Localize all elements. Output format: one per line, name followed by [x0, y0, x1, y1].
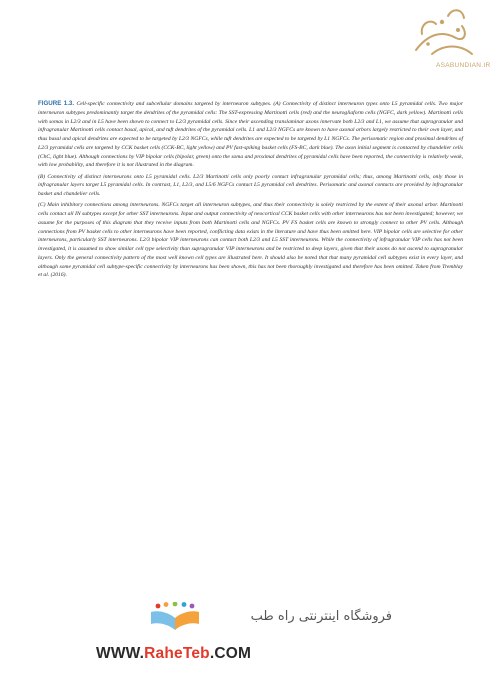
figure-label: FIGURE 1.3.: [38, 100, 75, 107]
url-suffix: .COM: [209, 645, 252, 662]
calligraphy-logo-icon: [402, 4, 494, 68]
watermark-logo: [402, 4, 494, 96]
store-name: فروشگاه اینترنتی راه طب: [250, 609, 392, 624]
caption-paragraph-b: (B) Connectivity of distinct interneurons onto L5 pyramidal cells. L2/3 Martinotti cells only poorly contact infragranular pyramidal cells; thus, among Martinotti cells, only those in infragranular layers target L5 pyramidal cells. In contrast, L1, L2/3, and L5/6 NGFCs contact L5 pyramidal cell dendrites. Perisomatic and axonal contacts are provided by infragranular basket and chandelier cells.: [38, 173, 463, 198]
open-book-icon: [148, 602, 202, 632]
caption-paragraph-c: (C) Main inhibitory connections among interneurons. NGFCs target all interneuron subtypes, and thus their connectivity is solely restricted by the extent of their axonal arbor. Martinotti cells contact all IN subtypes except for other SST interneurons. Input and output connectivity of neocortical CCK basket cells with other interneurons has not been investigated; however, we assume for the purposes of this diagram that they receive inputs from both Martinotti cells and NGFCs. PV FS basket cells are known to strongly connect to other PV cells. Although connections from PV basket cells to other interneurons have been reported, conflicting data exists in the literature and have thus been omitted here. VIP bipolar cells are selective for other interneurons, particularly SST interneurons. L2/3 bipolar VIP interneurons can contact both L2/3 and L5 SST interneurons. While the connectivity of infragranular VIP cells has not been investigated, it is assumed to show similar cell type selectivity than supragranular VIP interneurons and be restricted to deep layers, given that their axons do not ascend to supragranular layers. Only the general connectivity pattern of the most well known cell types are illustrated here. It should also be noted that that many pyramidal cell subtypes exist in every layer, and although some pyramidal cell subtype-specific connectivity by interneurons has been shown, this has not been thoroughly investigated and therefore has been omitted. Taken from Tremblay et al. (2016).: [38, 202, 463, 279]
caption-paragraph-a: [38, 100, 463, 170]
url-brand: RaheTeb: [144, 645, 210, 662]
website-url[interactable]: [96, 645, 251, 663]
watermark-text: ASABUNDIAN.IR: [436, 62, 491, 69]
store-logo: [96, 600, 416, 670]
figure-caption: [38, 100, 463, 283]
caption-text-a: Cell-specific connectivity and subcellular domains targeted by interneuron subtypes. (A) Connectivity of distinct interneuron types onto L5 pyramidal cells. Two major interneuron subtypes predominantly target the dendrites of the pyramidal cells: The SST-expressing Martinotti cells (red) and the neurogliaform cells (NGFC, dark yellow). Martinotti cells with somas in L2/3 and in L5 have been shown to connect to L2/3 pyramidal cells. Since their ascending translaminar axons innervate both L2/3 and L1, we assume that supragranular and infragranular Martinotti cells contact basal, apical, and tuft dendrites of the pyramidal cells. L1 and L2/3 NGFCs are known to have axonal arbors largely restricted to their own layer, and thus basal and apical dendrites are expected to be targeted by L2/3 NGFCs, while tuft dendrites are expected to be targeted by L1 NGFCs. The perisomatic region and proximal dendrites of L2/3 pyramidal cells are targeted by CCK basket cells (CCK-BC, light yellow) and PV fast-spiking basket cells (FS-BC, dark blue). The axon initial segment is contacted by chandelier cells (ChC, light blue). Although connections by VIP bipolar cells (bipolar, green) onto the soma and proximal dendrites of pyramidal cells have been reported, the connectivity is relatively weak, with low probability, and therefore it is not illustrated in the diagram.: [38, 101, 463, 169]
url-prefix: WWW.: [96, 645, 145, 662]
